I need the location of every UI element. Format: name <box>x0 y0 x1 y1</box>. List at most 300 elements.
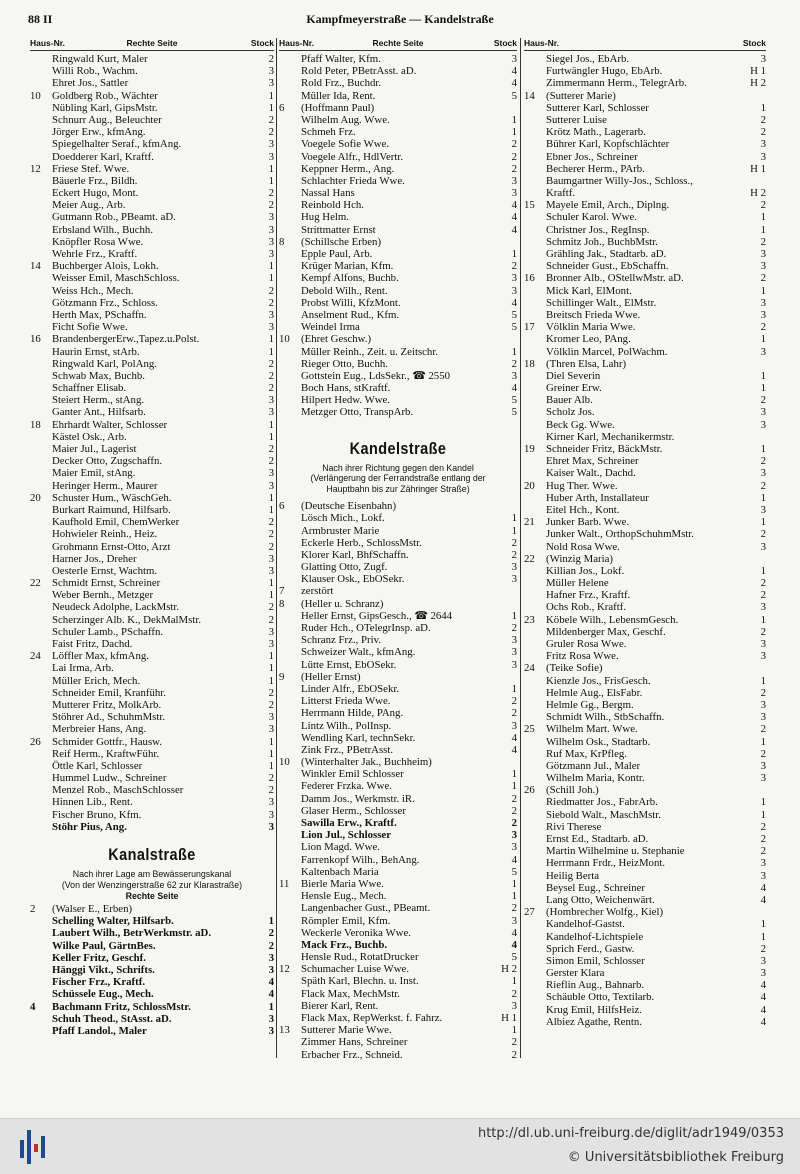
resident-entry: Stöhr Pius, Ang. <box>52 820 127 833</box>
floor-number: 1 <box>268 101 274 114</box>
floor-number: 1 <box>268 503 274 516</box>
floor-number: 1 <box>511 512 517 525</box>
floor-number: H 1 <box>750 65 766 78</box>
section-title-kandelstrasse: Kandelstraße <box>349 438 447 458</box>
list-item <box>30 711 274 723</box>
floor-number: 3 <box>268 138 274 151</box>
document-url-link[interactable]: http://dl.ub.uni-freiburg.de/diglit/adr1949/0353 <box>477 1126 784 1141</box>
resident-entry: Kempf Alfons, Buchb. <box>301 272 399 285</box>
resident-entry: Diel Severin <box>546 369 601 382</box>
floor-number: 2 <box>760 625 766 638</box>
resident-entry: Friese Stef. Wwe. <box>52 162 130 175</box>
resident-entry: Decker Otto, Zugschaffn. <box>52 455 163 468</box>
list-item <box>524 236 766 248</box>
resident-entry: Ringwald Karl, PolAng. <box>52 357 157 370</box>
list-item <box>279 890 517 902</box>
page-header <box>0 0 800 30</box>
floor-number: 2 <box>760 942 766 955</box>
resident-entry: Völklin Marcel, PolWachm. <box>546 345 668 358</box>
resident-entry: Hohwieler Reinh., Heiz. <box>52 528 158 541</box>
floor-number: 2 <box>268 698 274 711</box>
resident-entry: Bäuerle Frz., Bildh. <box>52 174 138 187</box>
house-number: 12 <box>30 162 41 175</box>
list-item <box>30 321 274 333</box>
subtitle-line: (Von der Wenzingerstraße 62 zur Klarastraße) <box>61 879 243 890</box>
haus-nr-header: Haus-Nr. <box>30 38 65 48</box>
haus-nr-header: Haus-Nr. <box>524 38 559 48</box>
viewer-footer <box>0 1118 800 1174</box>
stock-header: Stock <box>742 38 766 48</box>
resident-entry: Scherzinger Alb. K., DekMalMstr. <box>52 613 202 626</box>
floor-number: 1 <box>760 491 766 504</box>
house-number: 10 <box>30 89 41 102</box>
stock-header: Stock <box>493 38 517 48</box>
rechte-seite-header: Rechte Seite <box>126 38 178 48</box>
resident-entry: Fischer Bruno, Kfm. <box>52 808 142 821</box>
resident-entry: Reinbold Hch. <box>301 199 364 212</box>
resident-entry: Maier Emil, stAng. <box>52 467 136 480</box>
floor-number: 3 <box>268 963 274 976</box>
list-item <box>524 760 766 772</box>
list-item <box>30 382 274 394</box>
resident-entry: Junker Walt., OrthopSchuhmMstr. <box>546 528 694 541</box>
list-item <box>279 951 517 963</box>
resident-entry: Rieger Otto, Buchh. <box>301 357 388 370</box>
floor-number: 3 <box>511 658 517 671</box>
list-item <box>279 382 517 394</box>
list-item <box>279 805 517 817</box>
floor-number: 1 <box>268 162 274 175</box>
list-item <box>30 638 274 650</box>
floor-number: 3 <box>268 808 274 821</box>
resident-entry: Bronner Alb., OStellwMstr. aD. <box>546 272 684 285</box>
resident-entry: Flack Max, RepWerkst. f. Fahrz. <box>301 1012 443 1024</box>
floor-number: 2 <box>760 577 766 590</box>
list-item <box>524 455 766 467</box>
resident-entry: Köbele Wilh., LebensmGesch. <box>546 613 679 626</box>
floor-number: 1 <box>268 260 274 273</box>
list-item <box>30 406 274 418</box>
list-item <box>30 940 274 952</box>
resident-entry: Schwab Max, Buchb. <box>52 369 145 382</box>
column-divider <box>276 38 277 1058</box>
list-item <box>279 1000 517 1012</box>
floor-number: 2 <box>268 686 274 699</box>
resident-entry: Debold Wilh., Rent. <box>301 284 388 297</box>
resident-entry: Schweizer Walt., kfmAng. <box>301 646 416 659</box>
floor-number: 1 <box>268 735 274 748</box>
list-item <box>279 260 517 272</box>
resident-entry: Weindel Irma <box>301 321 360 334</box>
resident-entry: Zimmer Hans, Schreiner <box>301 1036 408 1049</box>
floor-number: 1 <box>268 430 274 443</box>
list-item <box>30 772 274 784</box>
resident-entry: Fritz Rosa Wwe. <box>546 650 619 663</box>
resident-entry: Hensle Eug., Mech. <box>301 890 387 903</box>
list-item <box>524 809 766 821</box>
floor-number: 2 <box>268 53 274 65</box>
stock-header: Stock <box>250 38 274 48</box>
resident-entry: Oesterle Ernst, Wachtm. <box>52 564 158 577</box>
resident-entry: Erbacher Frz., Schneid. <box>301 1048 403 1061</box>
floor-number: 4 <box>511 65 517 78</box>
floor-number: 1 <box>268 589 274 602</box>
list-item <box>524 467 766 479</box>
list-item <box>279 732 517 744</box>
house-number: 22 <box>30 577 41 590</box>
resident-entry: Sawilla Erw., Kraftf. <box>301 817 397 829</box>
floor-number: 2 <box>760 321 766 334</box>
list-item <box>30 370 274 382</box>
list-item <box>524 358 766 370</box>
floor-number: 3 <box>760 772 766 785</box>
floor-number: 4 <box>511 743 517 756</box>
resident-entry: Eckert Hugo, Mont. <box>52 187 139 200</box>
floor-number: 4 <box>760 1015 766 1028</box>
floor-number: 3 <box>511 284 517 297</box>
floor-number: 5 <box>511 308 517 321</box>
list-item <box>279 744 517 756</box>
list-item <box>524 748 766 760</box>
resident-entry: zerstört <box>301 585 334 598</box>
floor-number: 3 <box>760 260 766 273</box>
resident-entry: Völklin Maria Wwe. <box>546 321 636 334</box>
floor-number: 3 <box>268 564 274 577</box>
floor-number: 2 <box>511 817 517 829</box>
floor-number: 5 <box>511 394 517 407</box>
list-item <box>30 504 274 516</box>
resident-entry: Mack Frz., Buchb. <box>301 938 388 951</box>
floor-number: 2 <box>268 601 274 614</box>
resident-entry: Menzel Rob., MaschSchlosser <box>52 784 184 797</box>
list-item <box>524 528 766 540</box>
resident-entry: Wilhelm Mart. Wwe. <box>546 723 638 736</box>
floor-number: 3 <box>268 796 274 809</box>
list-item <box>279 573 517 585</box>
resident-entry: Spiegelhalter Seraf., kfmAng. <box>52 138 182 151</box>
entries-list <box>279 500 517 1061</box>
list-item <box>279 224 517 236</box>
floor-number: 4 <box>511 938 517 951</box>
floor-number: 2 <box>268 540 274 553</box>
list-item <box>279 333 517 345</box>
floor-number: 2 <box>511 622 517 634</box>
list-item <box>279 1024 517 1036</box>
resident-entry: Simon Emil, Schlosser <box>546 954 645 967</box>
list-item <box>279 878 517 890</box>
resident-entry: Bührer Karl, Kopfschlächter <box>546 138 670 151</box>
list-item <box>279 1012 517 1024</box>
list-item <box>30 297 274 309</box>
resident-entry: Ruder Hch., OTelegrInsp. aD. <box>301 622 431 634</box>
floor-number: 1 <box>760 101 766 114</box>
floor-number: 3 <box>511 634 517 647</box>
floor-number: 1 <box>760 808 766 821</box>
resident-entry: Schmidt Wilh., StbSchaffn. <box>546 711 665 724</box>
floor-number: 3 <box>760 759 766 772</box>
floor-number: 3 <box>511 914 517 927</box>
list-item <box>30 1013 274 1025</box>
floor-number: 5 <box>511 865 517 878</box>
resident-entry: Schlachter Frieda Wwe. <box>301 174 405 187</box>
list-item <box>279 199 517 211</box>
list-item <box>279 793 517 805</box>
house-number: 26 <box>30 735 41 748</box>
resident-entry: Zink Frz., PBetrAsst. <box>301 743 394 756</box>
resident-entry: Mutterer Fritz, MolkArb. <box>52 698 162 711</box>
house-number: 27 <box>524 906 535 919</box>
floor-number: 4 <box>511 211 517 224</box>
house-number: 21 <box>524 516 535 529</box>
list-item <box>279 902 517 914</box>
list-item <box>524 126 766 138</box>
list-item <box>524 516 766 528</box>
resident-entry: Meier Aug., Arb. <box>52 199 126 212</box>
list-item <box>279 927 517 939</box>
resident-entry: Rieflin Aug., Bahnarb. <box>546 979 645 992</box>
resident-entry: Schillinger Walt., ElMstr. <box>546 296 657 309</box>
resident-entry: Ficht Sofie Wwe. <box>52 321 128 334</box>
resident-entry: Buchberger Alois, Lokh. <box>52 260 159 273</box>
floor-number: 3 <box>511 369 517 382</box>
floor-number: 1 <box>511 524 517 537</box>
floor-number: 5 <box>511 321 517 334</box>
resident-entry: Steiert Herm., stAng. <box>52 394 145 407</box>
floor-number: 1 <box>511 345 517 358</box>
resident-entry: Schaffner Elisab. <box>52 382 127 395</box>
floor-number: 4 <box>268 988 274 1001</box>
floor-number: 3 <box>511 829 517 842</box>
floor-number: 3 <box>268 820 274 833</box>
resident-entry: Hensle Rud., RotatDrucker <box>301 951 419 964</box>
list-item <box>279 683 517 695</box>
list-item <box>30 480 274 492</box>
list-item <box>524 224 766 236</box>
side-label: Rechte Seite <box>125 891 179 901</box>
resident-entry: Siebold Walt., MaschMstr. <box>546 808 661 821</box>
list-item <box>524 723 766 735</box>
floor-number: 2 <box>268 939 274 952</box>
floor-number: 2 <box>268 613 274 626</box>
list-item <box>279 1036 517 1048</box>
list-item <box>279 163 517 175</box>
resident-entry: Römpler Emil, Kfm. <box>301 914 391 927</box>
resident-entry: Gottstein Eug., LdsSekr., ☎ 2550 <box>301 369 451 382</box>
floor-number: 3 <box>760 467 766 480</box>
list-item <box>524 906 766 918</box>
resident-entry: Christner Jos., RegInsp. <box>546 223 650 236</box>
list-item <box>524 736 766 748</box>
list-item <box>524 443 766 455</box>
floor-number: 3 <box>511 174 517 187</box>
list-item <box>30 748 274 760</box>
list-item <box>30 102 274 114</box>
list-item <box>30 809 274 821</box>
list-item <box>524 796 766 808</box>
resident-entry: Wendling Karl, technSekr. <box>301 731 416 744</box>
list-item <box>279 695 517 707</box>
floor-number: 1 <box>760 333 766 346</box>
floor-number: 1 <box>511 248 517 260</box>
floor-number: 2 <box>760 820 766 833</box>
floor-number: 2 <box>760 126 766 139</box>
resident-entry: Martin Wilhelmine u. Stephanie <box>546 845 685 858</box>
resident-entry: Weckerle Veronika Wwe. <box>301 926 411 939</box>
house-number: 9 <box>279 670 285 683</box>
floor-number: 1 <box>760 613 766 626</box>
floor-number: 1 <box>760 930 766 943</box>
list-item <box>279 309 517 321</box>
list-item <box>524 504 766 516</box>
list-item <box>524 370 766 382</box>
floor-number: 3 <box>268 150 274 163</box>
resident-entry: Gerster Klara <box>546 967 605 980</box>
resident-entry: Klorer Karl, BhfSchaffn. <box>301 548 409 561</box>
house-number: 2 <box>30 903 36 915</box>
resident-entry: Siegel Jos., EbArb. <box>546 53 630 65</box>
floor-number: 2 <box>268 284 274 297</box>
resident-entry: Glatting Otto, Zugf. <box>301 561 388 574</box>
list-item <box>524 577 766 589</box>
list-item <box>524 662 766 674</box>
list-item <box>30 1001 274 1013</box>
list-item <box>279 549 517 561</box>
list-item <box>279 988 517 1000</box>
floor-number: 1 <box>511 113 517 126</box>
list-item <box>279 114 517 126</box>
resident-entry: Hug Ther. Wwe. <box>546 479 618 492</box>
list-item <box>279 829 517 841</box>
resident-entry: Ehret Max, Schreiner <box>546 455 639 468</box>
resident-entry: Schüssele Eug., Mech. <box>52 988 154 1001</box>
resident-entry: Rivi Therese <box>546 820 602 833</box>
list-item <box>279 77 517 89</box>
resident-entry: Knöpfler Rosa Wwe. <box>52 235 144 248</box>
list-item <box>279 707 517 719</box>
list-item <box>279 963 517 975</box>
floor-number: 3 <box>268 223 274 236</box>
floor-number: 1 <box>760 674 766 687</box>
resident-entry: Kromer Leo, PAng. <box>546 333 631 346</box>
resident-entry: Willi Rob., Wachm. <box>52 65 138 78</box>
list-item <box>524 309 766 321</box>
column-1 <box>30 38 274 1037</box>
house-number: 19 <box>524 443 535 455</box>
floor-number: 3 <box>268 235 274 248</box>
list-item <box>279 1049 517 1061</box>
floor-number: 1 <box>511 1024 517 1037</box>
floor-number: 3 <box>268 1024 274 1037</box>
floor-number: 2 <box>511 162 517 175</box>
list-item <box>524 77 766 89</box>
resident-entry: Merbreier Hans, Ang. <box>52 723 147 736</box>
resident-entry: (Schillsche Erben) <box>301 235 382 248</box>
resident-entry: (Thren Elsa, Lahr) <box>546 357 627 370</box>
resident-entry: Sutterer Marie Wwe. <box>301 1024 392 1037</box>
floor-number: 2 <box>760 113 766 126</box>
list-item <box>30 138 274 150</box>
list-item <box>279 780 517 792</box>
floor-number: 2 <box>760 455 766 468</box>
resident-entry: Schuh Theod., StAsst. aD. <box>52 1012 172 1025</box>
resident-entry: Keller Fritz, Geschf. <box>52 951 146 964</box>
resident-entry: Anselment Rud., Kfm. <box>301 308 400 321</box>
floor-number: 3 <box>511 53 517 65</box>
floor-number: 3 <box>760 650 766 663</box>
floor-number: 3 <box>760 248 766 260</box>
list-item <box>524 199 766 211</box>
house-number: 17 <box>524 321 535 334</box>
resident-entry: Kirner Karl, Mechanikermstr. <box>546 430 675 443</box>
floor-number: 3 <box>268 951 274 964</box>
resident-entry: Ruf Max, KrPfleg. <box>546 747 627 760</box>
resident-entry: Wilhelm Maria, Kontr. <box>546 772 645 785</box>
list-item <box>30 175 274 187</box>
floor-number: 2 <box>760 845 766 858</box>
resident-entry: Schneider Emil, Kranführ. <box>52 686 166 699</box>
floor-number: 5 <box>511 89 517 102</box>
resident-entry: Armbruster Marie <box>301 524 380 537</box>
list-item <box>524 138 766 150</box>
list-item <box>524 857 766 869</box>
list-item <box>30 53 274 65</box>
floor-number: 2 <box>511 138 517 151</box>
floor-number: 1 <box>760 516 766 529</box>
resident-entry: (Winterhalter Jak., Buchheim) <box>301 756 432 769</box>
list-item <box>524 991 766 1003</box>
house-number: 8 <box>279 597 285 610</box>
list-item <box>524 943 766 955</box>
resident-entry: Grähling Jak., Stadtarb. aD. <box>546 248 667 260</box>
resident-entry: Mildenberger Max, Geschf. <box>546 625 666 638</box>
list-item <box>279 138 517 150</box>
floor-number: 2 <box>511 902 517 915</box>
resident-entry: Laubert Wilh., BetrWerkmstr. aD. <box>52 927 212 940</box>
floor-number: H 1 <box>501 1012 517 1024</box>
list-item <box>524 211 766 223</box>
list-item <box>524 394 766 406</box>
floor-number: 1 <box>268 491 274 504</box>
resident-entry: Eitel Hch., Kont. <box>546 503 620 516</box>
list-item <box>524 333 766 345</box>
floor-number: 3 <box>511 841 517 854</box>
list-item <box>524 248 766 260</box>
list-item <box>30 260 274 272</box>
resident-entry: Kandelhof-Gastst. <box>546 918 625 931</box>
resident-entry: Grohmann Ernst-Otto, Arzt <box>52 540 171 553</box>
entries-list <box>524 53 766 1028</box>
floor-number: 1 <box>760 735 766 748</box>
resident-entry: Voegele Alfr., HdlVertr. <box>301 150 404 163</box>
list-item <box>279 598 517 610</box>
resident-entry: Kaltenbach Maria <box>301 865 379 878</box>
house-number: 26 <box>524 784 535 797</box>
list-item <box>30 516 274 528</box>
list-item <box>524 346 766 358</box>
resident-entry: Wilhelm Aug. Wwe. <box>301 113 390 126</box>
list-item <box>524 53 766 65</box>
list-item <box>279 236 517 248</box>
resident-entry: Gutmann Rob., PBeamt. aD. <box>52 211 176 224</box>
resident-entry: Hafner Frz., Kraftf. <box>546 589 631 602</box>
floor-number: 3 <box>511 719 517 732</box>
floor-number: 2 <box>511 548 517 561</box>
floor-number: 3 <box>760 540 766 553</box>
floor-number: 2 <box>268 443 274 455</box>
house-number: 12 <box>279 963 290 976</box>
list-item <box>524 406 766 418</box>
house-number: 20 <box>524 479 535 492</box>
